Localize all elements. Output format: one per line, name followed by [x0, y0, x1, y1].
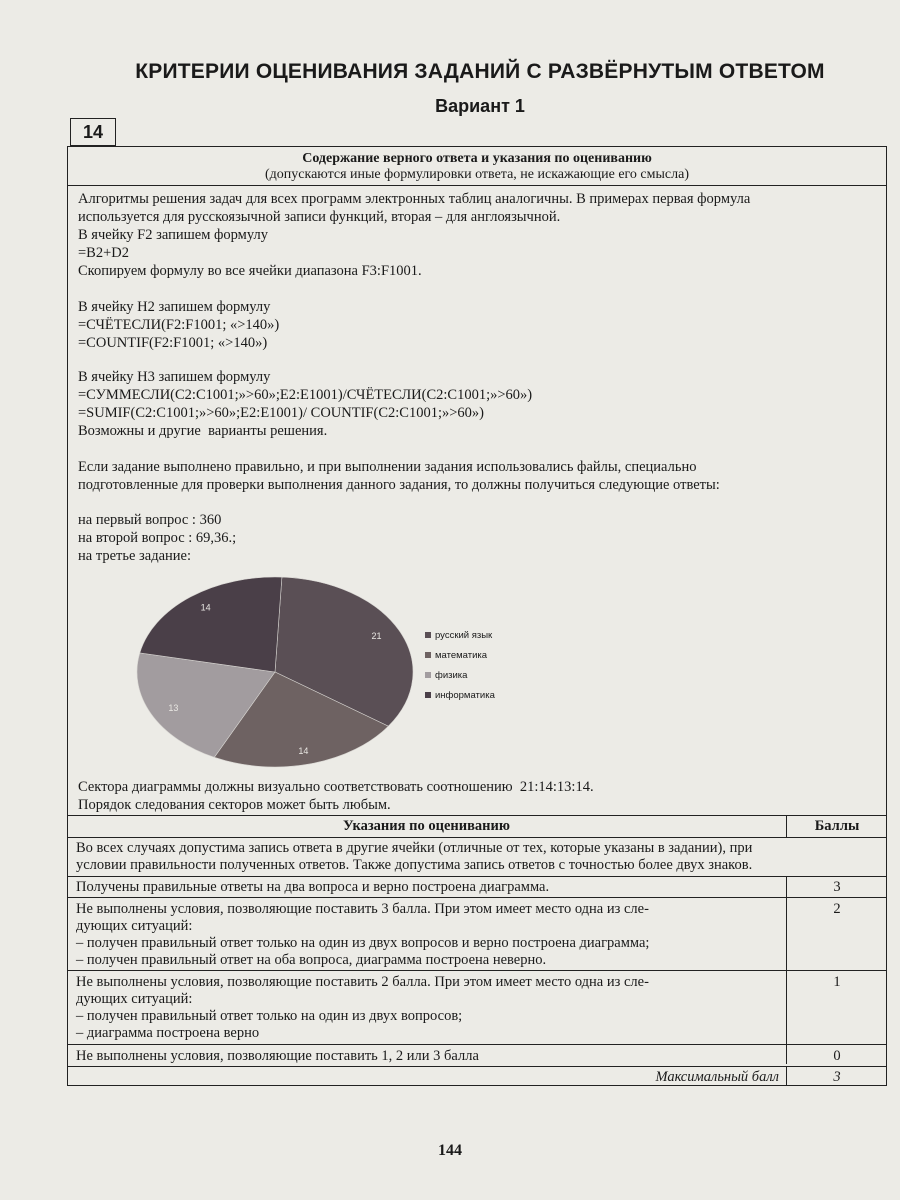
- answer-header-note: (допускаются иные формулировки ответа, не искажающие его смысла): [265, 167, 689, 182]
- legend-swatch: [425, 632, 431, 638]
- points-1: 1: [833, 974, 841, 990]
- divider: [786, 1066, 787, 1086]
- grading-row-3pts: Получены правильные ответы на два вопроса и верно построена диаграмма.: [76, 879, 550, 895]
- grading-row-1pt-line3: – получен правильный ответ только на один из двух вопросов;: [76, 1008, 463, 1024]
- answer-header-title: Содержание верного ответа и указания по оцениванию: [302, 151, 652, 166]
- h3-label: В ячейку H3 запишем формулу: [78, 369, 271, 385]
- legend-item: [425, 690, 495, 701]
- divider: [67, 897, 887, 898]
- points-2: 2: [833, 901, 841, 917]
- variant-heading: Вариант 1: [435, 96, 525, 116]
- points-column-header: Баллы: [814, 818, 860, 834]
- ratio-note: Сектора диаграммы должны визуально соответствовать соотношению 21:14:13:14.: [78, 779, 594, 795]
- order-note: Порядок следования секторов может быть любым.: [78, 797, 391, 813]
- copy-note: Скопируем формулу во все ячейки диапазона F3:F1001.: [78, 263, 422, 279]
- grading-row-2pts-line4: – получен правильный ответ на оба вопроса, диаграмма построена неверно.: [76, 952, 547, 968]
- max-score-value: 3: [833, 1069, 841, 1085]
- h3-formula-en: =SUMIF(C2:C1001;»>60»;E2:E1001)/ COUNTIF(C2:C1001;»>60»): [78, 405, 484, 421]
- f2-formula: =B2+D2: [78, 245, 129, 261]
- grading-column-header: Указания по оцениванию: [343, 818, 510, 834]
- grading-row-1pt-line4: – диаграмма построена верно: [76, 1025, 260, 1041]
- points-0: 0: [833, 1048, 841, 1064]
- answer-q2: на второй вопрос : 69,36.;: [78, 530, 237, 546]
- pie-chart: [125, 572, 425, 772]
- legend-label: математика: [435, 650, 488, 661]
- legend-label: русский язык: [435, 630, 493, 641]
- h2-formula-en: =COUNTIF(F2:F1001; «>140»): [78, 335, 268, 351]
- answer-q3: на третье задание:: [78, 548, 191, 564]
- pie-data-label: 21: [371, 630, 382, 641]
- legend-label: физика: [435, 670, 468, 681]
- other-variants-note: Возможны и другие варианты решения.: [78, 423, 328, 439]
- h2-formula-ru: =СЧЁТЕСЛИ(F2:F1001; «>140»): [78, 317, 280, 333]
- divider: [67, 837, 887, 838]
- h3-formula-ru: =СУММЕСЛИ(C2:C1001;»>60»;E2:E1001)/СЧЁТЕСЛИ(C2:C1001;»>60»): [78, 387, 533, 403]
- general-note-line2: условии правильности полученных ответов. Также допустима запись ответов с точностью более двух знаков.: [76, 857, 753, 873]
- h2-label: В ячейку H2 запишем формулу: [78, 299, 271, 315]
- divider: [67, 876, 887, 877]
- grading-row-2pts-line2: дующих ситуаций:: [76, 918, 193, 934]
- points-3: 3: [833, 879, 841, 895]
- page-title: КРИТЕРИИ ОЦЕНИВАНИЯ ЗАДАНИЙ С РАЗВЁРНУТЫМ ОТВЕТОМ: [135, 60, 825, 83]
- legend-swatch: [425, 672, 431, 678]
- pie-data-label: 14: [298, 746, 309, 757]
- legend-item: [425, 650, 487, 661]
- divider: [67, 815, 887, 816]
- solution-intro-line2: используется для русскоязычной записи функций, вторая – для англоязычной.: [78, 209, 561, 225]
- f2-label: В ячейку F2 запишем формулу: [78, 227, 268, 243]
- grading-row-0pts: Не выполнены условия, позволяющие поставить 1, 2 или 3 балла: [76, 1048, 479, 1064]
- legend-swatch: [425, 652, 431, 658]
- page-number: 144: [438, 1142, 462, 1159]
- divider: [67, 1066, 887, 1067]
- legend-label: информатика: [435, 690, 495, 701]
- answer-q1: на первый вопрос : 360: [78, 512, 222, 528]
- general-note-line1: Во всех случаях допустима запись ответа в другие ячейки (отличные от тех, которые указаны в задании), при: [76, 840, 753, 856]
- files-note-line2: подготовленные для проверки выполнения данного задания, то должны получиться следующие ответы:: [78, 477, 720, 493]
- task-number-box: 14: [70, 118, 116, 146]
- solution-intro-line1: Алгоритмы решения задач для всех программ электронных таблиц аналогичны. В примерах первая формула: [78, 191, 751, 207]
- legend-swatch: [425, 692, 431, 698]
- grading-row-2pts-line3: – получен правильный ответ только на один из двух вопросов и верно построена диаграмма;: [76, 935, 650, 951]
- grading-row-2pts-line1: Не выполнены условия, позволяющие поставить 3 балла. При этом имеет место одна из сле-: [76, 901, 649, 917]
- grading-row-1pt-line2: дующих ситуаций:: [76, 991, 193, 1007]
- legend-item: [425, 630, 492, 641]
- grading-row-1pt-line1: Не выполнены условия, позволяющие поставить 2 балла. При этом имеет место одна из сле-: [76, 974, 649, 990]
- legend-item: [425, 670, 467, 681]
- divider: [67, 185, 887, 186]
- pie-data-label: 13: [168, 703, 179, 714]
- files-note-line1: Если задание выполнено правильно, и при выполнении задания использовались файлы, специально: [78, 459, 697, 475]
- max-score-label: Максимальный балл: [655, 1069, 779, 1085]
- divider: [786, 815, 787, 837]
- pie-data-label: 14: [200, 602, 211, 613]
- divider: [67, 1044, 887, 1045]
- divider: [67, 970, 887, 971]
